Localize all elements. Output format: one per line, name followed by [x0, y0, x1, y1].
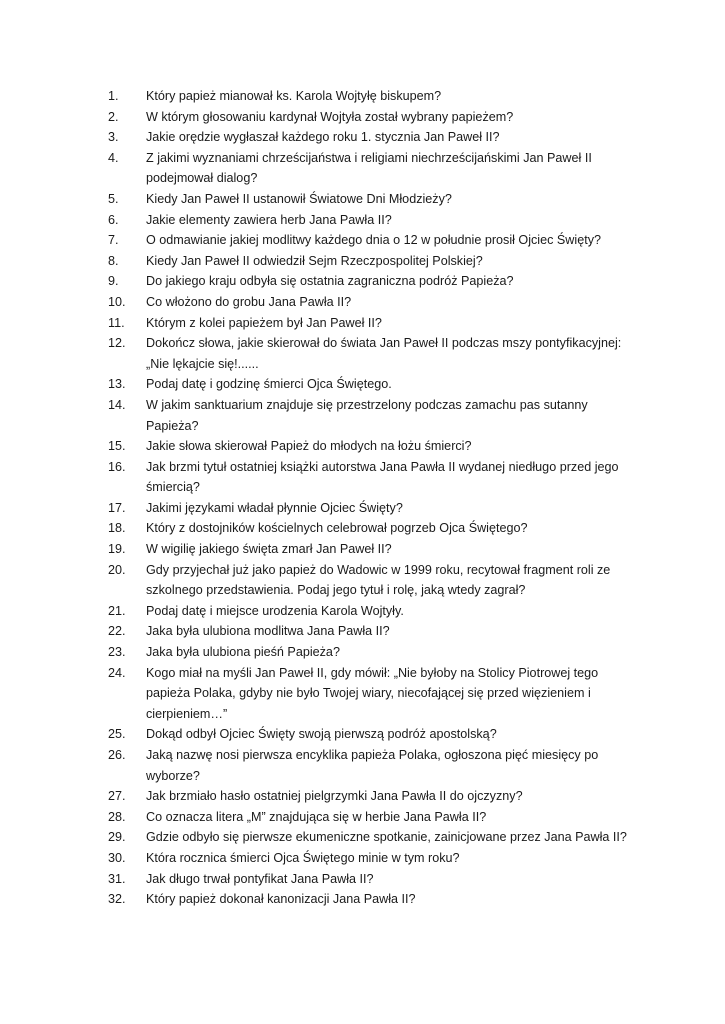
question-text: Gdy przyjechał już jako papież do Wadowic w 1999 roku, recytował fragment roli ze szkolnego przedstawienia. Podaj jego tytuł i rolę, jaką wtedy zagrał?: [146, 562, 611, 598]
question-text: Jak brzmi tytuł ostatniej książki autorstwa Jana Pawła II wydanej niedługo przed jego śmiercią?: [146, 459, 619, 495]
question-item: [108, 560, 638, 601]
question-number: 32.: [108, 892, 126, 907]
question-item: [108, 786, 638, 807]
question-item: [108, 127, 638, 148]
question-number: 29.: [108, 830, 126, 845]
question-number: 30.: [108, 850, 126, 865]
question-number: 3.: [108, 130, 119, 145]
question-text: Dokąd odbył Ojciec Święty swoją pierwszą podróż apostolską?: [146, 727, 497, 742]
question-number: 7.: [108, 233, 119, 248]
question-item: [108, 189, 638, 210]
question-text: W jakim sanktuarium znajduje się przestrzelony podczas zamachu pas sutanny Papieża?: [146, 397, 588, 433]
question-item: [108, 271, 638, 292]
question-number: 6.: [108, 212, 119, 227]
question-item: [108, 210, 638, 231]
question-text: Jakie orędzie wygłaszał każdego roku 1. stycznia Jan Paweł II?: [146, 130, 500, 145]
question-item: [108, 395, 638, 436]
question-number: 15.: [108, 439, 126, 454]
question-number: 27.: [108, 789, 126, 804]
question-text: Którym z kolei papieżem był Jan Paweł II?: [146, 315, 382, 330]
question-item: [108, 518, 638, 539]
question-item: [108, 807, 638, 828]
question-number: 22.: [108, 624, 126, 639]
question-number: 12.: [108, 336, 126, 351]
question-number: 21.: [108, 603, 126, 618]
question-number: 8.: [108, 253, 119, 268]
question-item: [108, 889, 638, 910]
question-number: 26.: [108, 748, 126, 762]
question-text: Jakimi językami władał płynnie Ojciec Święty?: [146, 500, 403, 515]
question-text: Kiedy Jan Paweł II ustanowił Światowe Dni Młodzieży?: [146, 191, 452, 206]
question-text: Jaka była ulubiona pieśń Papieża?: [146, 645, 340, 660]
question-text: Co oznacza litera „M” znajdująca się w herbie Jana Pawła II?: [146, 809, 487, 824]
question-number: 18.: [108, 521, 126, 536]
question-text: O odmawianie jakiej modlitwy każdego dnia o 12 w południe prosił Ojciec Święty?: [146, 233, 602, 248]
question-number: 2.: [108, 109, 119, 124]
question-text: Jakie elementy zawiera herb Jana Pawła II?: [146, 212, 392, 227]
question-number: 13.: [108, 377, 126, 392]
question-item: [108, 107, 638, 128]
question-number: 1.: [108, 89, 119, 103]
question-number: 31.: [108, 871, 126, 886]
question-item: [108, 848, 638, 869]
question-number: 14.: [108, 397, 126, 412]
question-text: Jak długo trwał pontyfikat Jana Pawła II?: [146, 871, 374, 886]
question-text: Co włożono do grobu Jana Pawła II?: [146, 294, 352, 309]
question-item: [108, 251, 638, 272]
question-item: [108, 86, 638, 107]
question-text: Jak brzmiało hasło ostatniej pielgrzymki Jana Pawła II do ojczyzny?: [146, 789, 523, 804]
question-text: Do jakiego kraju odbyła się ostatnia zagraniczna podróż Papieża?: [146, 274, 514, 289]
question-item: [108, 148, 638, 189]
question-text: Dokończ słowa, jakie skierował do świata Jan Paweł II podczas mszy pontyfikacyjnej: „Nie lękajcie się!......: [146, 336, 622, 371]
question-item: [108, 539, 638, 560]
question-item: [108, 827, 638, 848]
question-text: Podaj datę i godzinę śmierci Ojca Świętego.: [146, 377, 392, 392]
question-text: Jaka była ulubiona modlitwa Jana Pawła II?: [146, 624, 390, 639]
question-text: Kiedy Jan Paweł II odwiedził Sejm Rzeczpospolitej Polskiej?: [146, 253, 483, 268]
question-number: 10.: [108, 294, 126, 309]
question-text: Która rocznica śmierci Ojca Świętego minie w tym roku?: [146, 850, 460, 865]
question-item: [108, 374, 638, 395]
question-item: [108, 333, 638, 374]
question-number: 16.: [108, 459, 126, 474]
question-text: Gdzie odbyło się pierwsze ekumeniczne spotkanie, zainicjowane przez Jana Pawła II?: [146, 830, 627, 845]
question-number: 28.: [108, 809, 126, 824]
question-number: 20.: [108, 562, 126, 577]
question-item: [108, 601, 638, 622]
question-number: 9.: [108, 274, 119, 289]
question-item: [108, 292, 638, 313]
question-text: W wigilię jakiego święta zmarł Jan Paweł II?: [146, 542, 392, 557]
question-item: [108, 457, 638, 498]
question-number: 25.: [108, 727, 126, 742]
question-text: Który z dostojników kościelnych celebrował pogrzeb Ojca Świętego?: [146, 521, 528, 536]
question-text: Podaj datę i miejsce urodzenia Karola Wojtyły.: [146, 603, 404, 618]
question-text: Jaką nazwę nosi pierwsza encyklika papieża Polaka, ogłoszona pięć miesięcy po wyborze?: [146, 748, 599, 783]
question-list: [108, 86, 638, 910]
question-item: [108, 745, 638, 786]
question-item: [108, 621, 638, 642]
question-item: [108, 436, 638, 457]
question-text: W którym głosowaniu kardynał Wojtyła został wybrany papieżem?: [146, 109, 514, 124]
question-number: 19.: [108, 542, 126, 557]
question-number: 5.: [108, 191, 119, 206]
question-number: 24.: [108, 665, 126, 680]
question-text: Z jakimi wyznaniami chrześcijaństwa i religiami niechrześcijańskimi Jan Paweł II podejmował dialog?: [146, 150, 592, 186]
question-text: Jakie słowa skierował Papież do młodych na łożu śmierci?: [146, 439, 472, 454]
question-text: Kogo miał na myśli Jan Paweł II, gdy mówił: „Nie byłoby na Stolicy Piotrowej tego papieża Polaka, gdyby nie było Twojej wiary, niecofającej się przed więzieniem i cierpieniem…”: [146, 665, 599, 721]
question-item: [108, 313, 638, 334]
question-number: 4.: [108, 150, 119, 165]
question-number: 17.: [108, 500, 126, 515]
question-item: [108, 724, 638, 745]
question-item: [108, 663, 638, 725]
question-number: 11.: [108, 315, 125, 330]
question-number: 23.: [108, 645, 126, 660]
question-item: [108, 498, 638, 519]
question-item: [108, 230, 638, 251]
question-item: [108, 869, 638, 890]
question-item: [108, 642, 638, 663]
question-text: Który papież dokonał kanonizacji Jana Pawła II?: [146, 892, 416, 907]
question-text: Który papież mianował ks. Karola Wojtyłę biskupem?: [146, 89, 442, 103]
